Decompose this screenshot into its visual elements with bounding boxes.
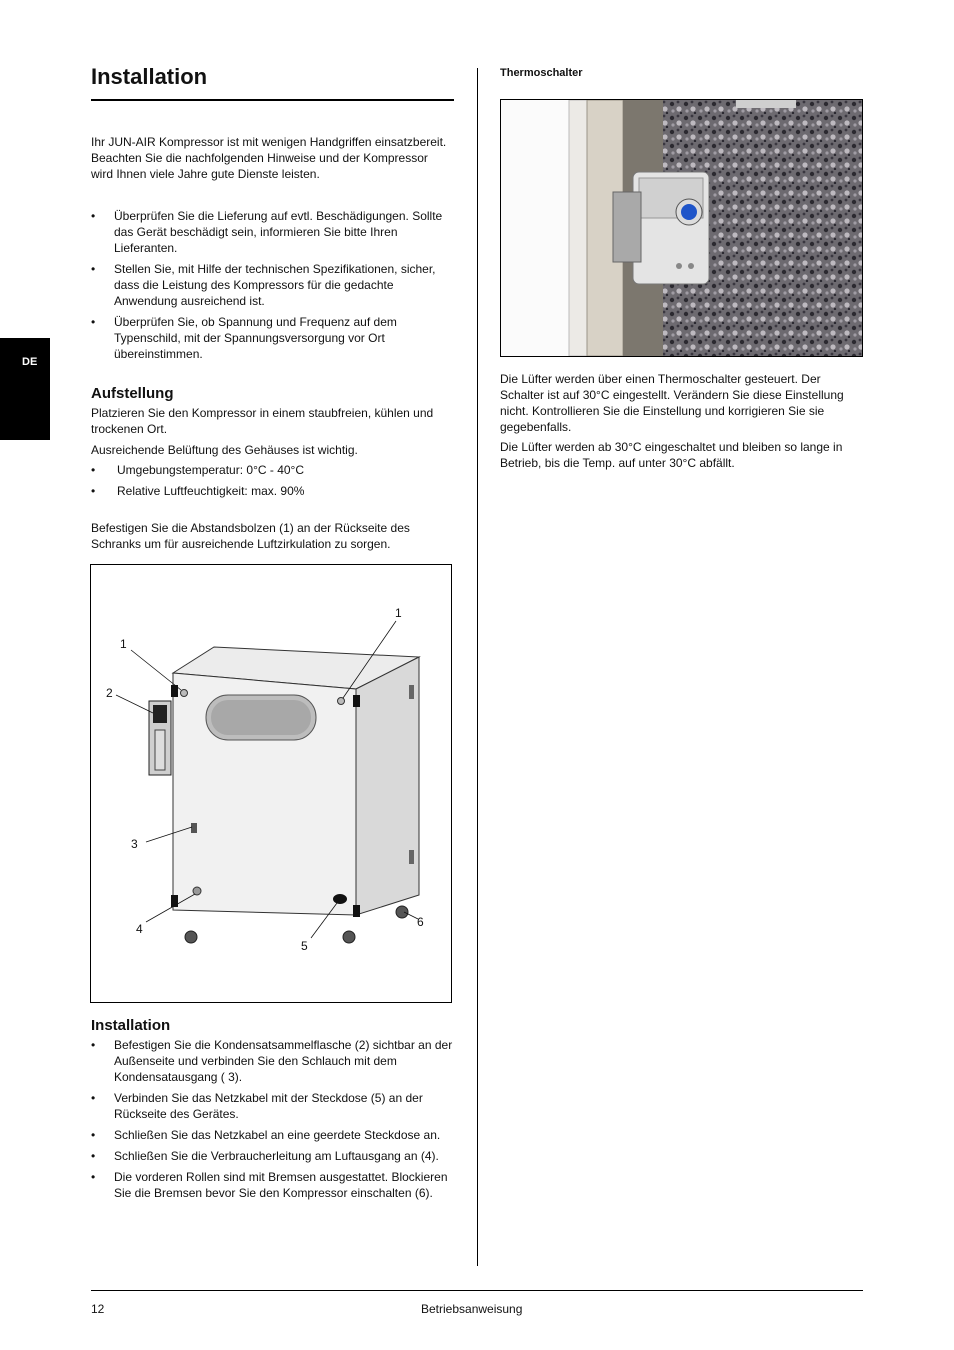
- page-number: 12: [91, 1302, 105, 1316]
- callout-label: 2: [106, 686, 113, 700]
- language-tab: [0, 338, 50, 440]
- setup-heading: Aufstellung: [91, 385, 174, 402]
- list-item: • Die vorderen Rollen sind mit Bremsen ausgestattet. Blockieren Sie die Bremsen bevor Sie den Kompressor einschalten (6).: [91, 1169, 459, 1201]
- intro-paragraph: Ihr JUN-AIR Kompressor ist mit wenigen Handgriffen einsatzbereit. Beachten Sie die nachfolgenden Hinweise und der Kompressor wird Ihnen viele Jahre gute Dienste leisten.: [91, 135, 447, 181]
- footer-title: Betriebsanweisung: [421, 1302, 523, 1316]
- list-item: • Überprüfen Sie, ob Spannung und Frequenz auf dem Typenschild, mit der Spannungsversorgung vor Ort übereinstimmen.: [91, 314, 456, 362]
- list-item: • Schließen Sie das Netzkabel an eine geerdete Steckdose an.: [91, 1127, 459, 1143]
- column-divider: [477, 68, 478, 1266]
- callout-label: 1: [120, 637, 127, 651]
- callout-label: 5: [301, 939, 308, 953]
- list-item: • Umgebungstemperatur: 0°C - 40°C: [91, 462, 451, 478]
- setup-paragraph-1: Platzieren Sie den Kompressor in einem staubfreien, kühlen und trockenen Ort.: [91, 406, 434, 436]
- spacer-note: Befestigen Sie die Abstandsbolzen (1) an der Rückseite des Schranks um für ausreichende Luftzirkulation zu sorgen.: [91, 521, 410, 551]
- callout-label: 6: [417, 915, 424, 929]
- check-list: [91, 208, 456, 367]
- list-item: • Befestigen Sie die Kondensatsammelflasche (2) sichtbar an der Außenseite und verbinden Sie den Schlauch mit dem Kondensatausgang ( 3).: [91, 1037, 459, 1085]
- install-steps: [91, 1037, 459, 1206]
- thermo-paragraph-1: Die Lüfter werden über einen Thermoschalter gesteuert. Der Schalter ist auf 30°C eingestellt. Verändern Sie diese Einstellung nicht. Kontrollieren Sie die Einstellung und korrigieren Sie sie gegebenfalls.: [500, 372, 844, 434]
- setup-paragraph-2: Ausreichende Belüftung des Gehäuses ist wichtig.: [91, 443, 358, 457]
- list-item: • Stellen Sie, mit Hilfe der technischen Spezifikationen, sicher, dass die Leistung des Kompressors für die gedachte Anwendung ausreichend ist.: [91, 261, 456, 309]
- thermostat-image: [501, 100, 862, 356]
- thermostat-photo: [500, 99, 863, 357]
- cabinet-figure: [90, 564, 452, 1003]
- cabinet-illustration: [91, 565, 451, 1002]
- page-title: Installation: [91, 64, 208, 89]
- conditions-list: [91, 462, 451, 504]
- install-heading: Installation: [91, 1017, 171, 1034]
- title-rule: [91, 99, 454, 101]
- footer-rule: [91, 1290, 863, 1291]
- thermo-heading: Thermoschalter: [500, 67, 583, 79]
- list-item: • Schließen Sie die Verbraucherleitung am Luftausgang an (4).: [91, 1148, 459, 1164]
- list-item: • Verbinden Sie das Netzkabel mit der Steckdose (5) an der Rückseite des Gerätes.: [91, 1090, 459, 1122]
- callout-label: 1: [395, 606, 402, 620]
- thermo-paragraph-2: Die Lüfter werden ab 30°C eingeschaltet und bleiben so lange in Betrieb, bis die Temp. auf unter 30°C abfällt.: [500, 440, 843, 470]
- list-item: • Überprüfen Sie die Lieferung auf evtl. Beschädigungen. Sollte das Gerät beschädigt sein, informieren Sie bitte Ihren Lieferanten.: [91, 208, 456, 256]
- list-item: • Relative Luftfeuchtigkeit: max. 90%: [91, 483, 451, 499]
- callout-label: 3: [131, 837, 138, 851]
- callout-label: 4: [136, 922, 143, 936]
- language-tab-label: DE: [22, 356, 38, 368]
